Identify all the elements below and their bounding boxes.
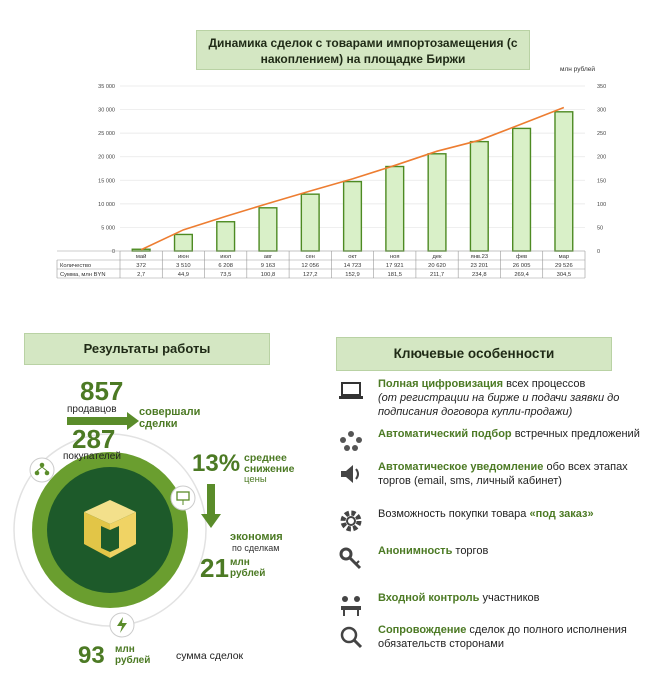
feature-text xyxy=(378,427,660,441)
feature-rest: встречных предложений xyxy=(511,428,640,440)
bar xyxy=(428,154,446,251)
left-tick-label: 10 000 xyxy=(98,201,115,208)
sum-label: 181,5 xyxy=(387,272,403,278)
magnifier-icon xyxy=(338,624,364,650)
sum-label: 100,8 xyxy=(260,272,276,278)
category-label: фев xyxy=(516,254,528,260)
left-tick-label: 15 000 xyxy=(98,178,115,185)
sum-label: 234,8 xyxy=(472,272,487,278)
chart-title: Динамика сделок с товарами импортозамещения (с накоплением) на площадке Биржи xyxy=(196,30,530,70)
buyers-count: 287 xyxy=(72,424,116,454)
bar xyxy=(344,182,362,251)
chart-units: млн рублей xyxy=(560,66,595,73)
category-label: окт xyxy=(348,254,357,260)
sellers-label: продавцов xyxy=(67,404,117,415)
count-label: 17 921 xyxy=(385,263,404,269)
feature-text xyxy=(378,460,660,488)
meeting-icon xyxy=(338,592,364,618)
feature-bold: Автоматический подбор xyxy=(378,428,512,440)
people-icon xyxy=(30,458,54,482)
bar xyxy=(259,208,277,251)
decrease-label-3: цены xyxy=(244,474,267,485)
row-label-sum: Сумма, млн BYN xyxy=(60,272,106,278)
sum-label: 152,9 xyxy=(345,272,360,278)
down-arrow-icon xyxy=(201,484,221,528)
right-tick-label: 350 xyxy=(597,84,607,90)
bar xyxy=(555,112,573,251)
feature-pre: Возможность покупки товара xyxy=(378,508,530,520)
category-label: сен xyxy=(305,254,315,260)
row-label-count: Количество xyxy=(60,263,92,269)
left-tick-label: 20 000 xyxy=(98,154,115,161)
left-tick-label: 5 000 xyxy=(101,225,115,232)
count-label: 3 510 xyxy=(176,263,191,269)
feature-text xyxy=(378,544,660,558)
total-unit-1: млн xyxy=(115,644,135,655)
total-unit-2: рублей xyxy=(115,655,151,666)
feature-rest: всех процессов xyxy=(503,378,586,390)
left-tick-label: 35 000 xyxy=(98,84,115,90)
count-label: 12 056 xyxy=(301,263,320,269)
feature-bold: «под заказ» xyxy=(529,508,594,520)
economy-unit-2: рублей xyxy=(230,568,266,579)
decrease-label-1: среднее xyxy=(244,452,287,464)
category-label: май xyxy=(135,254,147,260)
presentation-icon xyxy=(171,486,195,510)
sum-label: 269,4 xyxy=(514,272,529,278)
sum-label: 44,9 xyxy=(177,272,190,278)
total-value: 93 xyxy=(78,642,105,669)
feature-bold: Полная цифровизация xyxy=(378,378,504,390)
count-label: 14 723 xyxy=(343,263,362,269)
category-label: мар xyxy=(558,254,570,260)
total-label: сумма сделок xyxy=(176,650,244,662)
lightning-icon xyxy=(110,613,134,637)
feature-bold: Анонимность xyxy=(378,545,453,557)
laptop-icon xyxy=(338,378,364,404)
left-tick-label: 25 000 xyxy=(98,131,115,138)
economy-unit-1: млн xyxy=(230,557,250,568)
key-icon xyxy=(338,545,364,571)
sum-label: 2,7 xyxy=(137,272,146,278)
count-label: 9 163 xyxy=(260,263,276,269)
category-label: июн xyxy=(178,254,189,260)
count-label: 20 620 xyxy=(428,263,446,269)
bar xyxy=(175,234,193,251)
feature-rest: торгов xyxy=(452,545,489,557)
deals-label-2: сделки xyxy=(139,418,178,430)
people-network-icon xyxy=(338,428,364,454)
sum-label: 73,5 xyxy=(220,272,232,278)
bar xyxy=(301,194,319,251)
right-tick-label: 50 xyxy=(597,225,604,232)
category-label: дек xyxy=(432,254,442,260)
sellers-count: 857 xyxy=(80,376,124,406)
right-tick-label: 250 xyxy=(597,131,607,138)
bar xyxy=(513,128,531,251)
bar xyxy=(470,142,488,251)
feature-bold: Входной контроль xyxy=(378,592,480,604)
economy-value: 21 xyxy=(200,553,229,583)
sum-label: 127,2 xyxy=(302,272,318,278)
features-title: Ключевые особенности xyxy=(336,337,612,371)
category-label: июл xyxy=(220,254,232,260)
left-tick-label: 30 000 xyxy=(98,107,115,114)
feature-rest: участников xyxy=(479,592,540,604)
feature-bold: Сопровождение xyxy=(378,624,467,636)
feature-text xyxy=(378,623,660,651)
feature-note: (от регистрации на бирже и подачи заявки до подписания договора купли-продажи) xyxy=(378,392,620,418)
feature-bold: Автоматическое уведомление xyxy=(378,461,544,473)
category-label: янв.23 xyxy=(470,254,489,260)
feature-rest: сделок до полного исполнения обязательств сторонами xyxy=(378,624,627,650)
feature-text xyxy=(378,377,660,419)
buyers-label: покупателей xyxy=(63,451,121,462)
economy-label-2: по сделкам xyxy=(232,543,280,553)
sum-label: 211,7 xyxy=(430,272,445,278)
economy-label-1: экономия xyxy=(230,531,283,543)
results-title: Результаты работы xyxy=(24,333,270,365)
deals-label-1: совершали xyxy=(139,406,201,418)
combo-chart xyxy=(0,78,670,288)
category-label: ноя xyxy=(389,254,400,260)
decrease-label-2: снижение xyxy=(244,463,295,475)
right-tick-label: 150 xyxy=(597,178,607,185)
feature-text xyxy=(378,591,660,605)
decrease-value: 13% xyxy=(192,450,241,477)
count-label: 23 201 xyxy=(470,263,489,269)
right-tick-label: 100 xyxy=(597,201,607,208)
left-tick-label: 0 xyxy=(111,249,115,255)
right-tick-label: 0 xyxy=(597,249,601,255)
count-label: 29 526 xyxy=(554,263,573,269)
count-label: 6 208 xyxy=(218,263,233,269)
count-label: 26 005 xyxy=(512,263,531,269)
sum-label: 304,5 xyxy=(556,272,572,278)
bar xyxy=(217,222,235,251)
feature-rest: обо всех этапах торгов (email, sms, личный кабинет) xyxy=(378,461,628,487)
right-tick-label: 300 xyxy=(597,107,607,114)
category-label: авг xyxy=(263,254,273,260)
gear-icon xyxy=(338,508,364,534)
count-label: 372 xyxy=(136,263,146,269)
right-tick-label: 200 xyxy=(597,154,607,161)
speaker-icon xyxy=(338,461,364,487)
feature-text xyxy=(378,507,660,521)
bar xyxy=(386,167,404,251)
